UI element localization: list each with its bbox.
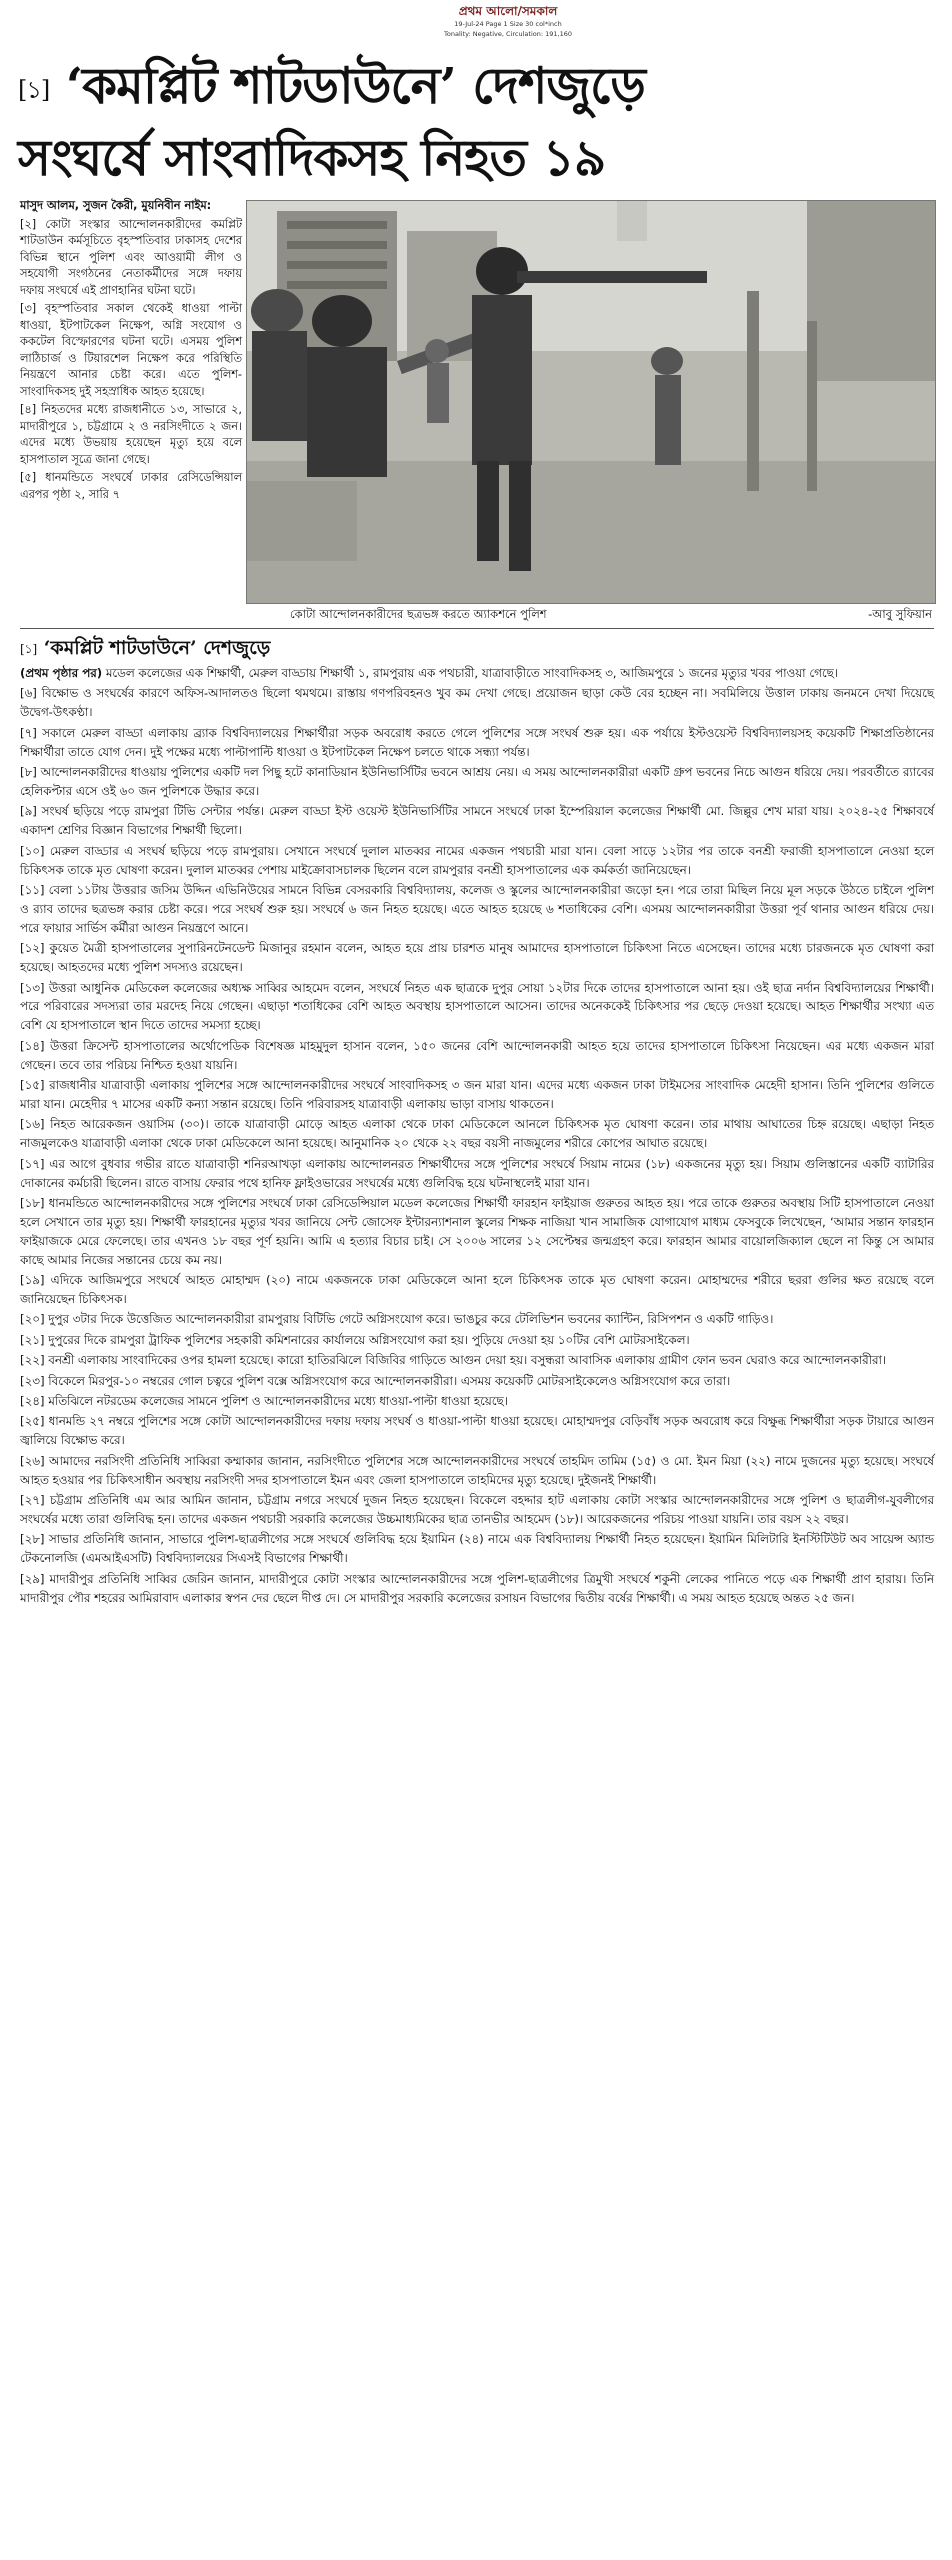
body-paragraph: [২৭] চট্টগ্রাম প্রতিনিধি এম আর আমিন জানান, চট্টগ্রাম নগরে সংঘর্ষে দুজন নিহত হয়েছেন। বিকেলে বহদ্দার হাট এলাকায় কোটা সংস্কার আন্দোলনকারীদের সঙ্গে পুলিশ ও ছাত্রলীগ-যুবলীগের সংঘর্ষের মধ্যে তারা গুলিবিদ্ধ হন। তাদের একজন পথচারী সরকারি কলেজের উচ্চমাধ্যমিকের ছাত্র তানভীর আহমেদ (১৮)। আরেকজনের পরিচয় পাওয়া যায়নি। তার বয়স ২২ বছর।	[20, 1493, 934, 1526]
body-paragraph: [২২] বনশ্রী এলাকায় সাংবাদিকের ওপর হামলা হয়েছে। কারো হাতিরঝিলে বিজিবির গাড়িতে আগুন দেয়া হয়। বসুন্ধরা আবাসিক এলাকায় গ্রামীণ ফোন ভবন ঘেরাও করে আন্দোলনকারীরা।	[20, 1353, 887, 1368]
article-body	[20, 664, 934, 1609]
body-paragraph: [২৯] মাদারীপুর প্রতিনিধি সাব্বির জেরিন জানান, মাদারীপুরে কোটা সংস্কার আন্দোলনকারীদের সঙ্গে পুলিশ-ছাত্রলীগের ত্রিমুখী সংঘর্ষে শকুনী লেকের পানিতে পড়ে এক শিক্ষার্থী প্রাণ হারায়। তিনি মাদারীপুর পৌর শহরের আমিরাবাদ এলাকার স্বপন দের ছেলে দীপ্ত দে। সে মাদারীপুর সরকারি কলেজের রসায়ন বিভাগের দ্বিতীয় বর্ষের শিক্ষার্থী। এ সময় আহত হয়েছে অন্তত ২৫ জন।	[20, 1571, 934, 1605]
body-paragraph: [৮] আন্দোলনকারীদের ধাওয়ায় পুলিশের একটি দল পিছু হটে কানাডিয়ান ইউনিভার্সিটির ভবনে আশ্রয় নেয়। এ সময় আন্দোলনকারীরা একটি গ্রুপ ভবনের নিচে আগুন ধরিয়ে দেয়। পরবর্তীতে র‍্যাবের হেলিকপ্টার এসে ওই ৬০ জন পুলিশকে উদ্ধার করে।	[20, 765, 934, 798]
headline-line-2: সংঘর্ষে সাংবাদিকসহ নিহত ১৯	[18, 128, 606, 187]
body-paragraph: [১৭] এর আগে বুধবার গভীর রাতে যাত্রাবাড়ী শনিরআখড়া এলাকায় আন্দোলনরত শিক্ষার্থীদের সঙ্গে পুলিশের সংঘর্ষে সিয়াম নামের (১৮) একজনের মৃত্যু হয়। সিয়াম গুলিস্তানের একটি ব্যাটারির দোকানের কর্মচারী ছিলেন। রাতে বাসায় ফেরার পথে হানিফ ফ্লাইওভারের সংঘর্ষের মধ্যে গুলিবিদ্ধ হয়ে ঘটনাস্থলেই মারা যান।	[20, 1156, 934, 1190]
headline	[18, 52, 934, 192]
body-paragraph: [২৫] ধানমন্ডি ২৭ নম্বরে পুলিশের সঙ্গে কোটা আন্দোলনকারীদের দফায় দফায় সংঘর্ষ ও ধাওয়া-পাল্টা ধাওয়া হয়েছে। মোহাম্মদপুর বেড়িবাঁধ সড়ক অবরোধ করে বিক্ষুব্ধ শিক্ষার্থীরা সড়ক টায়ারে আগুন জ্বালিয়ে বিক্ষোভ করে।	[20, 1414, 934, 1448]
body-paragraph-text: মডেল কলেজের এক শিক্ষার্থী, মেরুল বাড্ডায় শিক্ষার্থী ১, রামপুরায় এক পথচারী, যাত্রাবাড়ীতে সাংবাদিকসহ ৩, আজিমপুরে ১ জনের মৃত্যুর খবর পাওয়া গেছে।	[105, 666, 838, 680]
headline-text-1: ‘কমপ্লিট শাটডাউনে’ দেশজুড়ে	[65, 56, 645, 115]
intro-paragraph: [৪] নিহতদের মধ্যে রাজধানীতে ১৩, সাভারে ২, মাদারীপুরে ১, চট্টগ্রামে ২ ও নরসিংদীতে ২ জন। এদের মধ্যে উভয়ায় হয়েছেন মৃত্যু হয়ে বলে হাসপাতাল সূত্রে জানা গেছে।	[20, 403, 242, 466]
body-paragraph: [২৩] বিকেলে মিরপুর-১০ নম্বরের গোল চত্বরে পুলিশ বক্সে অগ্নিসংযোগ করে আন্দোলনকারীরা। এসময় কয়েকটি মোটরসাইকেলেও অগ্নিসংযোগ করে তারা।	[20, 1373, 731, 1388]
body-paragraph: [১৬] নিহত আরেকজন ওয়াসিম (৩০)। তাকে যাত্রাবাড়ী মোড়ে আহত এলাকা থেকে ঢাকা মেডিকেলে আনলে চিকিৎসক মৃত ঘোষণা করেন। তার মাথায় আঘাতের চিহ্ন রয়েছে। এছাড়া নিহত নাজমুলকেও যাত্রাবাড়ী এলাকা থেকে ঢাকা মেডিকেলে আনা হয়েছে। আনুমানিক ২০ থেকে ২২ বছর বয়সী নাজমুলের শরীরে কোপের আঘাত রয়েছে।	[20, 1117, 934, 1151]
body-paragraph: [২৪] মতিঝিলে নটরডেম কলেজের সামনে পুলিশ ও আন্দোলনকারীদের মধ্যে ধাওয়া-পাল্টা ধাওয়া হয়েছে।	[20, 1394, 508, 1409]
clip-meta-circulation: Tonality: Negative, Circulation: 191,160	[444, 30, 572, 38]
body-paragraph: [১২] কুয়েত মৈত্রী হাসপাতালের সুপারিনটেনডেন্ট মিজানুর রহমান বলেন, আহত হয়ে প্রায় চারশত মানুষ আমাদের হাসপাতালে চিকিৎসা নিতে এসেছেন। তাদের মধ্যে চারজনকে মৃত ঘোষণা করা হয়েছে। আহতদের মধ্যে পুলিশ সদস্যও রয়েছেন।	[20, 941, 934, 975]
body-paragraph: [১৫] রাজধানীর যাত্রাবাড়ী এলাকায় পুলিশের সঙ্গে আন্দোলনকারীদের সংঘর্ষে সাংবাদিকসহ ৩ জন মারা যান। এদের মধ্যে একজন ঢাকা টাইমসের সাংবাদিক মেহেদী হাসান। তিনি পুলিশের গুলিতে মারা যান। মেহেদীর ৭ মাসের একটি কন্যা সন্তান রয়েছে। তিনি পরিবারসহ যাত্রাবাড়ী এলাকায় ভাড়া বাসায় থাকতেন।	[20, 1078, 934, 1111]
continuation-tag: [১]	[20, 642, 38, 656]
news-photo	[246, 200, 936, 604]
body-paragraph: [১৪] উত্তরা ক্রিসেন্ট হাসপাতালের অর্থোপেডিক বিশেষজ্ঞ মাহমুদুল হাসান বলেন, ১৫০ জনের বেশি আন্দোলনকারী আহত হয়ে তাদের হাসপাতালে চিকিৎসা নিয়েছেন। এর মধ্যে একজন মারা গেছেন। তবে তার পরিচয় নিশ্চিত হওয়া যায়নি।	[20, 1038, 934, 1072]
intro-paragraph: [৩] বৃহস্পতিবার সকাল থেকেই ধাওয়া পাল্টা ধাওয়া, ইটপাটকেল নিক্ষেপ, অগ্নি সংযোগ ও ককটেল বিস্ফোরণের ঘটনা ঘটে। এসময় পুলিশ লাঠিচার্জ ও টিয়ারশেল নিক্ষেপ করে পরিস্থিতি নিয়ন্ত্রণে আনার চেষ্টা করে। এতে পুলিশ-সাংবাদিকসহ দুই সহস্রাধিক আহত হয়েছে।	[20, 302, 242, 398]
body-paragraph: [১৯] এদিকে আজিমপুরে সংঘর্ষে আহত মোহাম্মদ (২০) নামে একজনকে ঢাকা মেডিকেলে আনা হলে চিকিৎসক তাকে মৃত ঘোষণা করেন। মোহাম্মদের শরীরে ছররা গুলির ক্ষত রয়েছে বলে জানিয়েছেন চিকিৎসক।	[20, 1273, 934, 1306]
continuation-title: ‘কমপ্লিট শাটডাউনে’ দেশজুড়ে	[43, 637, 271, 659]
continuation-heading	[20, 634, 270, 663]
intro-paragraph: [৫] ধানমন্ডিতে সংঘর্ষে ঢাকার রেসিডেন্সিয়াল এরপর পৃষ্ঠা ২, সারি ৭	[20, 471, 242, 501]
intro-column	[20, 198, 242, 505]
body-paragraph: [২০] দুপুর ৩টার দিকে উত্তেজিত আন্দোলনকারীরা রামপুরায় বিটিভি গেটে অগ্নিসংযোগ করে। ভাঙচুর করে টেলিভিশন ভবনের ক্যান্টিন, রিসিপশন ও একটি গাড়িও।	[20, 1312, 774, 1327]
byline: মাসুদ আলম, সুজন কৈরী, মুয়নিবীন নাইম:	[20, 199, 212, 212]
body-paragraph: [১১] বেলা ১১টায় উত্তরার জসিম উদ্দিন এভিনিউয়ের সামনে বিভিন্ন বেসরকারি বিশ্ববিদ্যালয়, কলেজ ও স্কুলের আন্দোলনকারীরা জড়ো হন। পরে তারা মিছিল নিয়ে মূল সড়কে উঠতে চাইলে পুলিশ ও র‍্যাব তাদের ছত্রভঙ্গ করার চেষ্টা করে। পরে সংঘর্ষ শুরু হয়। সংঘর্ষে ৬ জন নিহত হয়েছে। এতে আহত হয়েছে ৬ শতাধিকের বেশি। এসময় আন্দোলনকারীরা উত্তরা পূর্ব থানার আগুন ধরিয়ে দেয়। পরে ফায়ার সার্ভিস কর্মীরা আগুন নিয়ন্ত্রণে আনে।	[20, 882, 934, 935]
continuation-lead: (প্রথম পৃষ্ঠার পর)	[20, 666, 103, 680]
caption-text: কোটা আন্দোলনকারীদের ছত্রভঙ্গ করতে অ্যাকশনে পুলিশ	[290, 607, 547, 621]
body-paragraph: [১০] মেরুল বাড্ডার এ সংঘর্ষ ছড়িয়ে পড়ে রামপুরায়। সেখানে সংঘর্ষে দুলাল মাতব্বর নামের একজন পথচারী মারা যান। বেলা সাড়ে ১২টার পর তাকে বনশ্রী ফরাজী হাসপাতালে নেওয়া হলে চিকিৎসক তাকে মৃত ঘোষণা করেন। দুলাল মাতব্বর পেশায় মাইক্রোবাসচালক ছিলেন বলে রামপুরার বনশ্রী হাসপাতালের এক কর্মকর্তা জানিয়েছেন।	[20, 843, 934, 877]
body-paragraph: [৬] বিক্ষোভ ও সংঘর্ষের কারণে অফিস-আদালতও ছিলো থমথমে। রাস্তায় গণপরিবহনও খুব কম দেখা গেছে। প্রয়োজন ছাড়া কেউ বের হচ্ছেন না। সবমিলিয়ে উত্তাল ঢাকায় জনমনে দেখা দিয়েছে উদ্বেগ-উৎকণ্ঠা।	[20, 686, 934, 720]
body-paragraph: [৭] সকালে মেরুল বাড্ডা এলাকায় ব্র্যাক বিশ্ববিদ্যালয়ের শিক্ষার্থীরা সড়ক অবরোধ করতে গেলে পুলিশের সঙ্গে সংঘর্ষ শুরু হয়। এক পর্যায়ে ইস্টওয়েস্ট বিশ্ববিদ্যালয়সহ কয়েকটি শিক্ষাপ্রতিষ্ঠানের শিক্ষার্থীরা তাতে যোগ দেন। দুই পক্ষের মধ্যে পাল্টাপাল্টি ধাওয়া ও ইটপাটকেল নিক্ষেপ চলতে থাকে সন্ধ্যা পর্যন্ত।	[20, 725, 934, 759]
police-action-photo	[247, 201, 935, 603]
body-paragraph: [২৮] সাভার প্রতিনিধি জানান, সাভারে পুলিশ-ছাত্রলীগের সঙ্গে সংঘর্ষে গুলিবিদ্ধ হয়ে ইয়ামিন (২৪) নামে এক বিশ্ববিদ্যালয় শিক্ষার্থী নিহত হয়েছেন। ইয়ামিন মিলিটারি ইনস্টিটিউট অব সায়েন্স অ্যান্ড টেকনোলজি (এমআইএসটি) বিশ্ববিদ্যালয়ের সিএসই বিভাগের শিক্ষার্থী।	[20, 1532, 934, 1566]
clipping-header	[408, 4, 608, 38]
body-paragraph: [২৬] আমাদের নরসিংদী প্রতিনিধি সাব্বিরা কম্মাকার জানান, নরসিংদীতে পুলিশের সঙ্গে আন্দোলনকারীদের সংঘর্ষে তাহমিদ তামিম (১৫) ও মো. ইমন মিয়া (২২) নামে দুজনের মৃত্যু হয়েছে। সংঘর্ষে আহত হওয়ার পর চিকিৎসাধীন অবস্থায় নরসিংদী সদর হাসপাতালে ইমন এবং জেলা হাসপাতালে তাহমিদের মৃত্যু হয়েছে। দুইজনই শিক্ষার্থী।	[20, 1453, 934, 1487]
body-paragraph: [১৮] ধানমন্ডিতে আন্দোলনকারীদের সঙ্গে পুলিশের সংঘর্ষে ঢাকা রেসিডেন্সিয়াল মডেল কলেজের শিক্ষার্থী ফারহান ফাইয়াজ গুরুতর আহত হয়। পরে তাকে গুরুতর অবস্থায় সিটি হাসপাতালে নেওয়া হলে সেখানে তার মৃত্যু হয়। শিক্ষার্থী ফারহানের মৃত্যুর খবর জানিয়ে সেন্ট জোসেফ ইন্টারন্যাশনাল স্কুলের শিক্ষক নাজিয়া খান সামাজিক যোগাযোগ মাধ্যম ফেসবুকে লিখেছেন, ‘আমার সন্তান ফারহান ফাইয়াজকে মেরে ফেলেছে। তার এখনও ১৮ বছর পূর্ণ হয়নি। আমি এ হত্যার বিচার চাই। সে ২০০৬ সালের ১২ সেপ্টেম্বর জন্মগ্রহণ করে। ফারহান আমার বায়োলজিক্যাল ছেলে না কিন্তু সে আমার কাছে আমার নিজের সন্তানের চেয়ে কম নয়।	[20, 1195, 934, 1267]
photo-credit: -আবু সুফিয়ান	[868, 607, 932, 621]
body-paragraph: [৯] সংঘর্ষ ছড়িয়ে পড়ে রামপুরা টিভি সেন্টার পর্যন্ত। মেরুল বাড্ডা ইস্ট ওয়েস্ট ইউনিভার্সিটির সামনে সংঘর্ষে ঢাকা ইম্পেরিয়াল কলেজের শিক্ষার্থী মো. জিল্লুর শেখ মারা যায়। ২০২৪-২৫ শিক্ষাবর্ষে একাদশ শ্রেণির বিজ্ঞান বিভাগের শিক্ষার্থী ছিলো।	[20, 804, 934, 838]
section-divider	[20, 628, 934, 629]
body-paragraph	[20, 664, 934, 683]
headline-tag: [১]	[18, 76, 50, 104]
intro-paragraph: [২] কোটা সংস্কার আন্দোলনকারীদের কমপ্লিট শাটডাউন কর্মসূচিতে বৃহস্পতিবার ঢাকাসহ দেশের বিভিন্ন স্থানে পুলিশ এবং আওয়ামী লীগ ও সহযোগী সংগঠনের নেতাকর্মীদের সঙ্গে দফায় দফায় সংঘর্ষে এই প্রাণহানির ঘটনা ঘটে।	[20, 217, 242, 297]
clip-meta-line: 19-Jul-24 Page 1 Size 30 col*inch	[454, 20, 562, 28]
newspaper-logo: প্রথম আলো/সমকাল	[458, 4, 558, 18]
body-paragraph: [২১] দুপুরের দিকে রামপুরা ট্রাফিক পুলিশের সহকারী কমিশনারের কার্যালয়ে অগ্নিসংযোগ করা হয়। পুড়িয়ে দেওয়া হয় ১০টির বেশি মোটরসাইকেল।	[20, 1332, 690, 1347]
body-paragraph: [১৩] উত্তরা আধুনিক মেডিকেল কলেজের অধ্যক্ষ সাব্বির আহমেদ বলেন, সংঘর্ষে নিহত এক ছাত্রকে দুপুর সোয়া ১২টার দিকে তাদের হাসপাতালে আনা হয়। ওই ছাত্র নর্দান বিশ্ববিদ্যালয়ের শিক্ষার্থী। পরে পরিবারের সদস্যরা তার মরদেহ নিয়ে গেছেন। এছাড়া শতাধিকের বেশি আহত অবস্থায় হাসপাতালে আসেন। তাদের অনেককেই চিকিৎসার পর ছেড়ে দেওয়া হয়েছে। আহত শিক্ষার্থীর সংখ্যা এত বেশি যে হাসপাতালে স্থান দিতে তাদের সমস্যা হচ্ছে।	[20, 980, 934, 1033]
headline-line-1	[18, 52, 934, 124]
